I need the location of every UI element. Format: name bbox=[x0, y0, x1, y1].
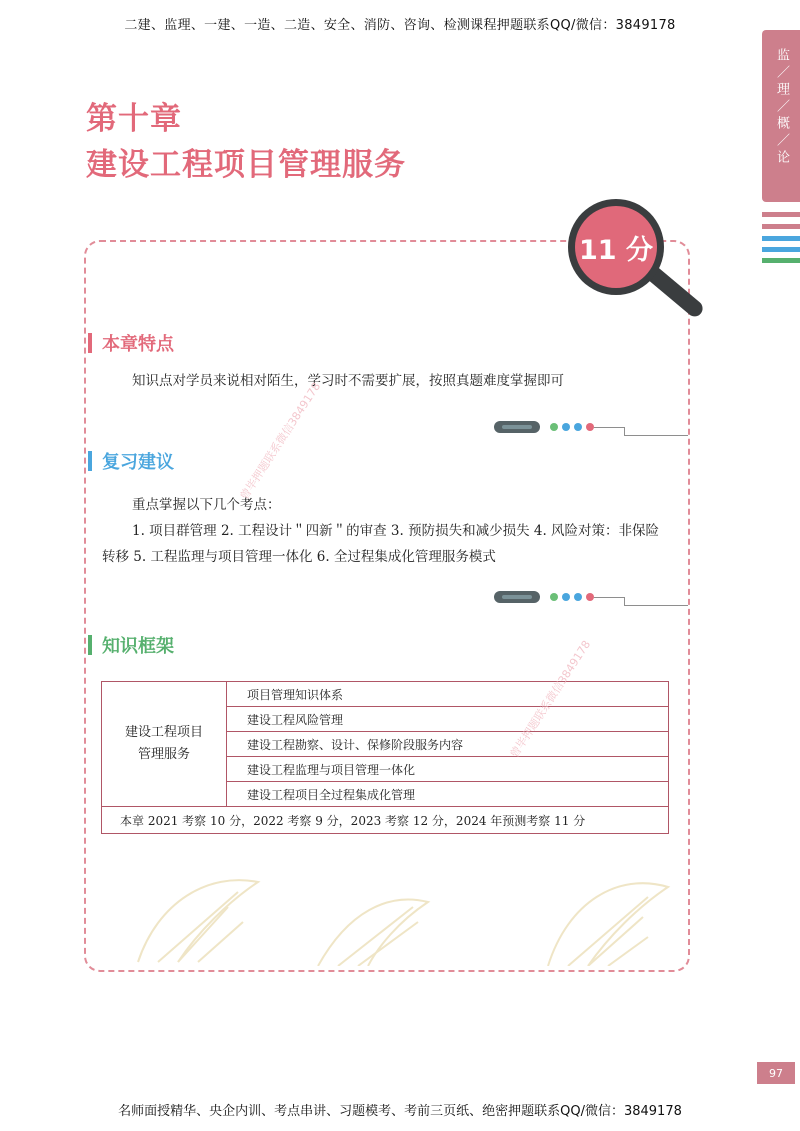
table-row bbox=[102, 807, 669, 834]
green-dot bbox=[550, 423, 558, 431]
divider-line bbox=[624, 427, 625, 435]
pink-stripe bbox=[762, 212, 800, 217]
table-row bbox=[102, 682, 669, 707]
blue-dot bbox=[574, 423, 582, 431]
features-text: 知识点对学员来说相对陌生，学习时不需要扩展，按照真题难度掌握即可 bbox=[132, 373, 564, 389]
section-features-heading bbox=[88, 331, 174, 355]
section-divider bbox=[494, 420, 694, 436]
framework-item: 建设工程风险管理 bbox=[227, 707, 669, 732]
watermark-text: 曾毕押题联系微信3849178 bbox=[237, 380, 324, 503]
framework-item: 建设工程监理与项目管理一体化 bbox=[227, 757, 669, 782]
divider-line bbox=[624, 605, 688, 606]
pink-dot bbox=[586, 423, 594, 431]
header-banner: 二建、监理、一建、一造、二造、安全、消防、咨询、检测课程押题联系QQ/微信：3849178 bbox=[124, 18, 676, 33]
watermark-text: 曾毕押题联系微信3849178 bbox=[507, 638, 594, 761]
pink-stripe-2 bbox=[762, 224, 800, 229]
green-stripe bbox=[762, 258, 800, 263]
knowledge-framework-table bbox=[101, 681, 669, 834]
pink-dot bbox=[586, 593, 594, 601]
side-tab-label: 监／理／概／论 bbox=[774, 48, 789, 167]
framework-item: 建设工程勘察、设计、保修阶段服务内容 bbox=[227, 732, 669, 757]
framework-root bbox=[102, 682, 227, 807]
framework-root-line-2: 管理服务 bbox=[137, 747, 190, 762]
page-number: 97 bbox=[757, 1062, 795, 1084]
advice-line-2: 转移 5. 工程监理与项目管理一体化 6. 全过程集成化管理服务模式 bbox=[102, 549, 496, 565]
divider-line bbox=[624, 597, 625, 605]
divider-pill bbox=[494, 421, 540, 433]
framework-root-line-1: 建设工程项目 bbox=[124, 725, 203, 740]
green-dot bbox=[550, 593, 558, 601]
blue-dot bbox=[574, 593, 582, 601]
exam-score-note: 本章 2021 考察 10 分，2022 考察 9 分，2023 考察 12 分，2024 年预测考察 11 分 bbox=[102, 807, 669, 834]
section-marker bbox=[88, 333, 92, 353]
divider-pill bbox=[494, 591, 540, 603]
advice-line-1: 1. 项目群管理 2. 工程设计＂四新＂的审查 3. 预防损失和减少损失 4. 风险对策：非保险 bbox=[132, 523, 660, 539]
section-framework-heading bbox=[88, 633, 174, 657]
chapter-title: 建设工程项目管理服务 bbox=[86, 147, 406, 183]
framework-item: 项目管理知识体系 bbox=[227, 682, 669, 707]
blue-dot bbox=[562, 423, 570, 431]
leaf-decoration bbox=[118, 862, 678, 966]
section-advice-heading bbox=[88, 449, 174, 473]
section-divider bbox=[494, 590, 694, 606]
framework-item: 建设工程项目全过程集成化管理 bbox=[227, 782, 669, 807]
score-badge: 11 分 bbox=[575, 206, 657, 288]
divider-line bbox=[594, 427, 624, 428]
section-marker bbox=[88, 635, 92, 655]
divider-line bbox=[594, 597, 624, 598]
blue-stripe bbox=[762, 236, 800, 241]
advice-intro: 重点掌握以下几个考点： bbox=[132, 497, 281, 513]
chapter-side-tab bbox=[762, 30, 800, 202]
blue-stripe-2 bbox=[762, 247, 800, 252]
chapter-number: 第十章 bbox=[86, 101, 182, 137]
section-marker bbox=[88, 451, 92, 471]
section-advice-title: 复习建议 bbox=[102, 452, 174, 473]
blue-dot bbox=[562, 593, 570, 601]
divider-line bbox=[624, 435, 688, 436]
section-framework-title: 知识框架 bbox=[102, 636, 174, 657]
section-features-title: 本章特点 bbox=[102, 334, 174, 355]
footer-banner: 名师面授精华、央企内训、考点串讲、习题模考、考前三页纸、绝密押题联系QQ/微信：3849178 bbox=[118, 1104, 682, 1119]
